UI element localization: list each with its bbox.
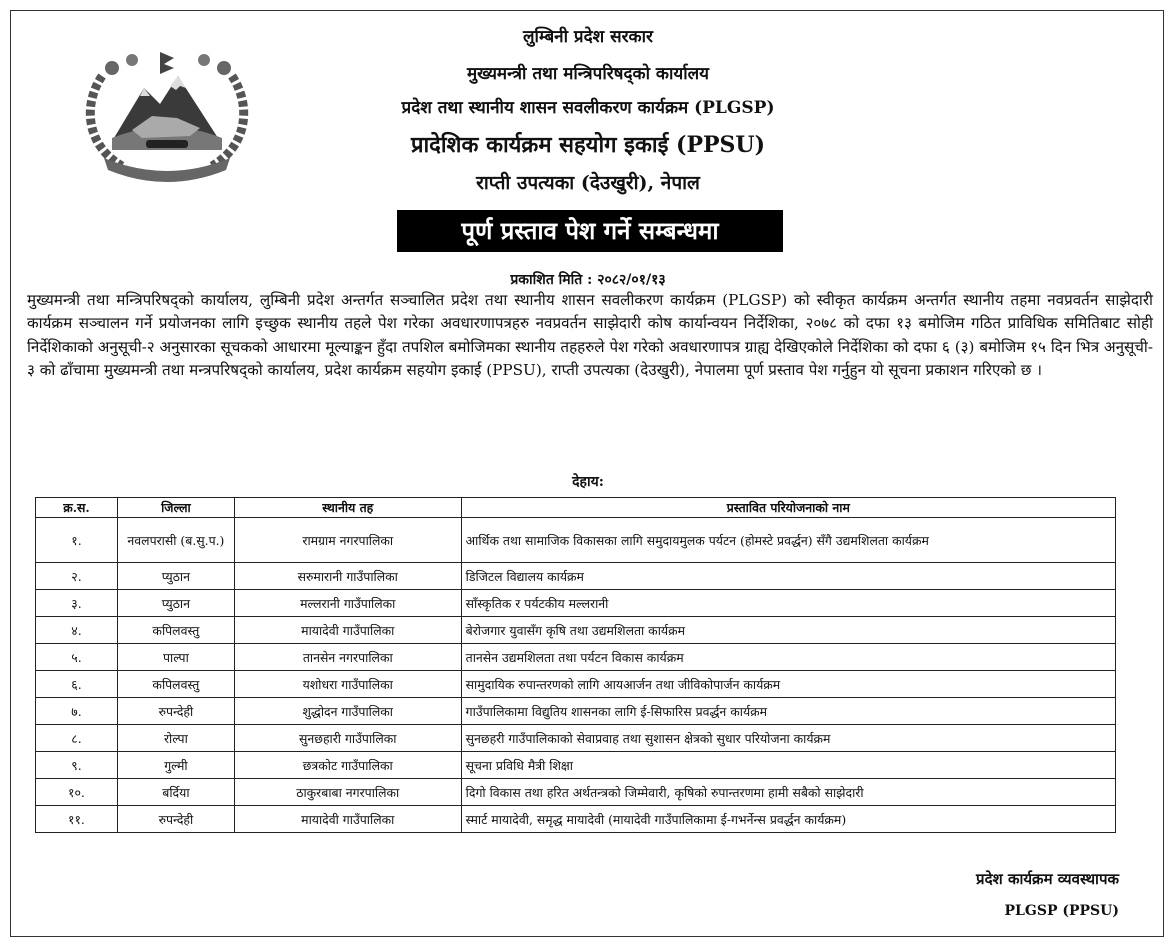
cell-serial: ८. bbox=[36, 725, 118, 752]
cell-serial: ५. bbox=[36, 644, 118, 671]
column-header-local-level: स्थानीय तह bbox=[234, 498, 461, 518]
cell-project-name: सूचना प्रविधि मैत्री शिक्षा bbox=[461, 752, 1115, 779]
column-header-district: जिल्ला bbox=[117, 498, 234, 518]
cell-serial: १. bbox=[36, 518, 118, 563]
header-location: राप्ती उपत्यका (देउखुरी), नेपाल bbox=[476, 172, 700, 194]
cell-local-level: ठाकुरबाबा नगरपालिका bbox=[234, 779, 461, 806]
cell-district: रुपन्देही bbox=[117, 698, 234, 725]
table-row bbox=[36, 617, 1116, 644]
project-table bbox=[35, 497, 1116, 833]
cell-serial: ४. bbox=[36, 617, 118, 644]
published-date: प्रकाशित मिति : २०८२/०१/१३ bbox=[510, 272, 666, 288]
cell-district: रोल्पा bbox=[117, 725, 234, 752]
table-row bbox=[36, 590, 1116, 617]
cell-district: बर्दिया bbox=[117, 779, 234, 806]
cell-project-name: साँस्कृतिक र पर्यटकीय मल्लरानी bbox=[461, 590, 1115, 617]
cell-district: कपिलवस्तु bbox=[117, 671, 234, 698]
cell-local-level: मायादेवी गाउँपालिका bbox=[234, 617, 461, 644]
cell-district: प्युठान bbox=[117, 563, 234, 590]
cell-district: गुल्मी bbox=[117, 752, 234, 779]
cell-district: नवलपरासी (ब.सु.प.) bbox=[117, 518, 234, 563]
cell-project-name: सामुदायिक रुपान्तरणको लागि आयआर्जन तथा जीविकोपार्जन कार्यक्रम bbox=[461, 671, 1115, 698]
signatory-title: प्रदेश कार्यक्रम व्यवस्थापक bbox=[976, 870, 1119, 888]
header-unit-name: प्रादेशिक कार्यक्रम सहयोग इकाई (PPSU) bbox=[410, 132, 766, 158]
cell-project-name: डिजिटल विद्यालय कार्यक्रम bbox=[461, 563, 1115, 590]
cell-project-name: आर्थिक तथा सामाजिक विकासका लागि समुदायमुलक पर्यटन (होमस्टे प्रवर्द्धन) सँगै उद्यमशिलता कार्यक्रम bbox=[461, 518, 1115, 563]
column-header-serial: क्र.स. bbox=[36, 498, 118, 518]
cell-serial: ७. bbox=[36, 698, 118, 725]
table-row bbox=[36, 644, 1116, 671]
cell-project-name: स्मार्ट मायादेवी, समृद्ध मायादेवी (मायादेवी गाउँपालिकामा ई-गभर्नेन्स प्रवर्द्धन कार्यक्रम) bbox=[461, 806, 1115, 833]
notice-title: पूर्ण प्रस्ताव पेश गर्ने सम्बन्धमा bbox=[397, 210, 783, 252]
cell-project-name: गाउँपालिकामा विद्युतिय शासनका लागि ई-सिफारिस प्रवर्द्धन कार्यक्रम bbox=[461, 698, 1115, 725]
table-row bbox=[36, 518, 1116, 563]
cell-local-level: सरुमारानी गाउँपालिका bbox=[234, 563, 461, 590]
cell-local-level: मायादेवी गाउँपालिका bbox=[234, 806, 461, 833]
table-row bbox=[36, 698, 1116, 725]
cell-local-level: छत्रकोट गाउँपालिका bbox=[234, 752, 461, 779]
cell-district: पाल्पा bbox=[117, 644, 234, 671]
cell-serial: १०. bbox=[36, 779, 118, 806]
table-caption: देहाय: bbox=[572, 474, 604, 490]
table-row bbox=[36, 806, 1116, 833]
cell-serial: ९. bbox=[36, 752, 118, 779]
table-row bbox=[36, 671, 1116, 698]
cell-local-level: तानसेन नगरपालिका bbox=[234, 644, 461, 671]
cell-local-level: शुद्धोदन गाउँपालिका bbox=[234, 698, 461, 725]
column-header-project-name: प्रस्तावित परियोजनाको नाम bbox=[461, 498, 1115, 518]
cell-district: प्युठान bbox=[117, 590, 234, 617]
cell-project-name: दिगो विकास तथा हरित अर्थतन्त्रको जिम्मेवारी, कृषिको रुपान्तरणमा हामी सबैको साझेदारी bbox=[461, 779, 1115, 806]
cell-serial: ६. bbox=[36, 671, 118, 698]
table-row bbox=[36, 725, 1116, 752]
cell-local-level: यशोधरा गाउँपालिका bbox=[234, 671, 461, 698]
cell-local-level: रामग्राम नगरपालिका bbox=[234, 518, 461, 563]
header-government-name: लुम्बिनी प्रदेश सरकार bbox=[523, 27, 653, 47]
cell-local-level: सुनछहारी गाउँपालिका bbox=[234, 725, 461, 752]
cell-district: रुपन्देही bbox=[117, 806, 234, 833]
cell-local-level: मल्लरानी गाउँपालिका bbox=[234, 590, 461, 617]
cell-project-name: बेरोजगार युवासँग कृषि तथा उद्यमशिलता कार्यक्रम bbox=[461, 617, 1115, 644]
notice-body-text: मुख्यमन्त्री तथा मन्त्रिपरिषद्को कार्यालय, लुम्बिनी प्रदेश अन्तर्गत सञ्चालित प्रदेश तथा स्थानीय शासन सवलीकरण कार्यक्रम (PLGSP) को स्वीकृत कार्यक्रम अन्तर्गत स्थानीय तहमा नवप्रवर्तन साझेदारी कार्यक्रम सञ्चालन गर्ने प्रयोजनका लागि इच्छुक स्थानीय तहले पेश गरेका अवधारणापत्रहरु नवप्रवर्तन साझेदारी कोष कार्यान्वयन निर्देशिका, २०७८ को दफा १३ बमोजिम गठित प्राविधिक समितिबाट सोही निर्देशिकाको अनुसूची-२ अनुसारका सूचकको आधारमा मूल्याङ्कन हुँदा तपशिल बमोजिमका स्थानीय तहहरुले पेश गरेको अवधारणापत्र ग्राह्य देखिएकोले निर्देशिका को दफा ६ (३) बमोजिम १५ दिन भित्र अनुसूची- ३ को ढाँचामा मुख्यमन्त्री तथा मन्त्रपरिषद्को कार्यालय, प्रदेश कार्यक्रम सहयोग इकाई (PPSU), राप्ती उपत्यका (देउखुरी), नेपालमा पूर्ण प्रस्ताव पेश गर्नुहुन यो सूचना प्रकाशन गरिएको छ । bbox=[27, 291, 1153, 379]
cell-serial: ३. bbox=[36, 590, 118, 617]
table-row bbox=[36, 779, 1116, 806]
table-row bbox=[36, 752, 1116, 779]
signatory-organization: PLGSP (PPSU) bbox=[1004, 903, 1119, 919]
table-header-row bbox=[36, 498, 1116, 518]
cell-project-name: तानसेन उद्यमशिलता तथा पर्यटन विकास कार्यक्रम bbox=[461, 644, 1115, 671]
cell-district: कपिलवस्तु bbox=[117, 617, 234, 644]
cell-project-name: सुनछहरी गाउँपालिकाको सेवाप्रवाह तथा सुशासन क्षेत्रको सुधार परियोजना कार्यक्रम bbox=[461, 725, 1115, 752]
table-row bbox=[36, 563, 1116, 590]
header-program-name: प्रदेश तथा स्थानीय शासन सवलीकरण कार्यक्रम (PLGSP) bbox=[401, 98, 775, 118]
cell-serial: ११. bbox=[36, 806, 118, 833]
header-office-name: मुख्यमन्त्री तथा मन्त्रिपरिषद्को कार्यालय bbox=[466, 64, 710, 84]
cell-serial: २. bbox=[36, 563, 118, 590]
